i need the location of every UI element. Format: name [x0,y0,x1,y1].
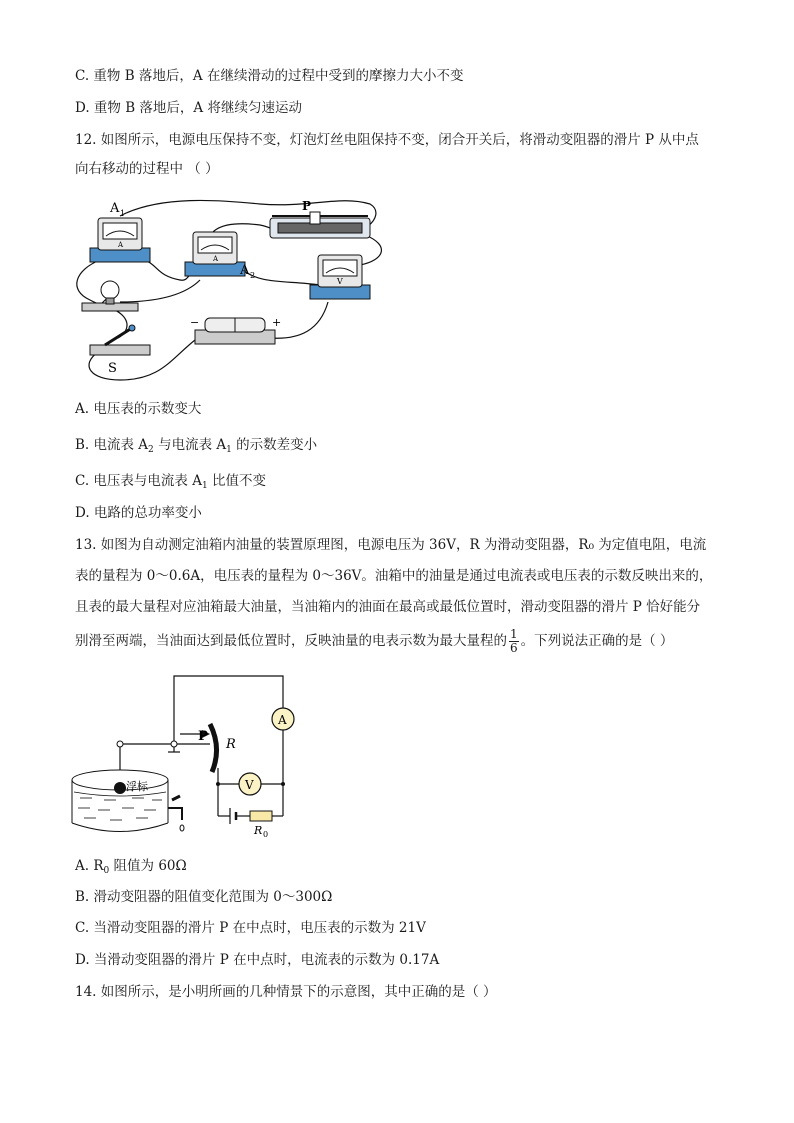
q13-option-c: C. 当滑动变阻器的滑片 P 在中点时，电压表的示数为 21V [75,920,426,936]
svg-text:V: V [337,277,343,286]
q12-stem-line1: 12. 如图所示，电源电压保持不变，灯泡灯丝电阻保持不变，闭合开关后，将滑动变阻器的滑片 P 从中点 [75,132,699,148]
q11-option-c: C. 重物 B 落地后，A 在继续滑动的过程中受到的摩擦力大小不变 [75,68,464,84]
battery [230,808,236,824]
svg-text:P: P [198,729,208,744]
svg-text:A: A [118,241,124,249]
q13-stem-line3: 且表的最大量程对应油箱最大油量，当油箱内的油面在最高或最低位置时，滑动变阻器的滑片 P 恰好能分 [75,599,701,615]
q11-option-d: D. 重物 B 落地后，A 将继续匀速运动 [75,100,302,116]
q12-option-b: B. 电流表 $A_2$ 与电流表 $A_1$ 的示数差变小 [75,437,318,455]
svg-text:P: P [302,199,312,213]
resistor-r0 [250,811,272,839]
svg-text:V: V [245,778,254,792]
svg-text:1: 1 [120,209,126,218]
voltmeter [310,255,370,299]
q13-stem-line1: 13. 如图为自动测定油箱内油量的装置原理图，电源电压为 36V，R 为滑动变阻器，R₀ 为定值电阻，电流 [75,537,707,553]
svg-text:R: R [226,737,236,752]
q13-stem-line2: 表的量程为 0～0.6A，电压表的量程为 0～36V。油箱中的油量是通过电流表或电压表的示数反映出来的， [75,568,713,584]
svg-text:−: − [190,316,200,329]
svg-text:S: S [108,361,117,376]
svg-text:2: 2 [250,271,256,280]
q14-stem: 14. 如图所示，是小明所画的几种情景下的示意图，其中正确的是（ ） [75,984,497,1000]
svg-text:A: A [278,713,287,727]
q13-option-a: A. $R_0$ 阻值为 60Ω [75,858,187,876]
svg-text:A: A [110,201,120,216]
ammeter-a2 [185,232,255,280]
q12-option-c: C. 电压表与电流表 $A_1$ 比值不变 [75,473,267,491]
voltmeter [239,773,261,795]
oil-tank [72,770,184,832]
q12-option-a: A. 电压表的示数变大 [75,401,202,417]
switch [90,325,150,376]
q13-option-b: B. 滑动变阻器的阻值变化范围为 0～300Ω [75,889,333,905]
q13-stem-line4: 别滑至两端，当油面达到最低位置时，反映油量的电表示数为最大量程的 $\frac{1}{6}$ 。下列说法正确的是（ ） [75,627,674,655]
battery [190,316,281,344]
svg-text:A: A [213,255,219,263]
q13-option-d: D. 当滑动变阻器的滑片 P 在中点时，电流表的示数为 0.17A [75,952,440,968]
q12-stem-line2: 向右移动的过程中 （ ） [75,161,219,177]
lamp [82,281,138,311]
ammeter [272,708,294,730]
svg-text:0: 0 [263,830,269,839]
q13-circuit-figure [60,668,310,846]
ammeter-a1 [90,201,150,262]
q12-circuit-figure [60,190,390,385]
q12-option-d: D. 电路的总功率变小 [75,505,202,521]
svg-text:A: A [240,263,250,278]
svg-text:浮标: 浮标 [126,780,148,793]
svg-text:+: + [272,316,282,329]
svg-text:R: R [254,824,263,837]
fraction: $\frac{1}{6}$ [510,627,518,655]
